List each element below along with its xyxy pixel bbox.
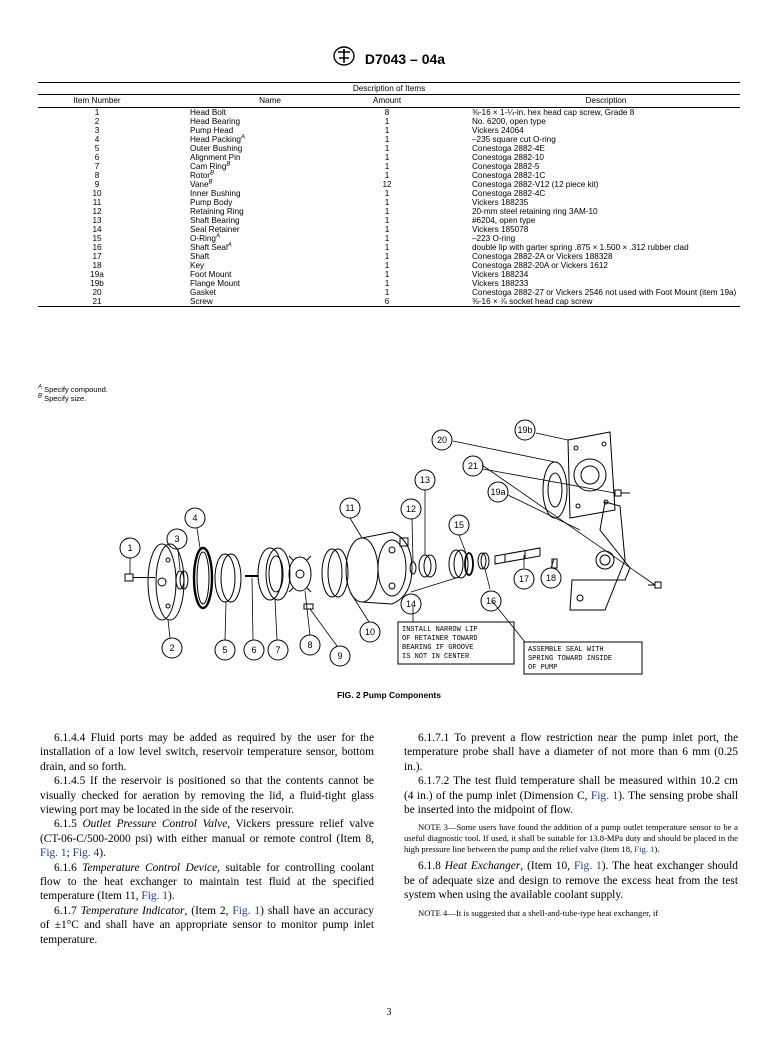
callout-20 <box>432 430 452 450</box>
callout-2 <box>162 638 182 658</box>
cell-description: double lip with garter spring .875 × 1.500 × .312 rubber clad <box>472 243 689 252</box>
cell-item-number: 4 <box>94 135 100 144</box>
note-end: ). <box>654 844 660 855</box>
note-3 <box>404 822 738 855</box>
callout-8 <box>300 635 320 655</box>
paragraph-end: ). The sensing probe shall be inserted into the midpoint of flow. <box>404 789 739 817</box>
cell-amount: 1 <box>384 153 390 162</box>
cell-description: Vickers 24064 <box>472 126 524 135</box>
paragraph-6-1-7 <box>40 904 374 947</box>
item-name: Key <box>190 261 205 270</box>
callout-1 <box>120 538 140 558</box>
item-name: Shaft Bearing <box>190 216 240 225</box>
cell-name <box>156 108 350 118</box>
svg-text:1: 1 <box>127 543 133 553</box>
cell-item-number: 21 <box>38 297 156 307</box>
cell-item-number: 16 <box>92 243 102 252</box>
pump-components-diagram <box>100 410 680 685</box>
callout-17 <box>514 569 534 589</box>
item-name: Inner Bushing <box>190 189 241 198</box>
section-title: Temperature Control Device <box>82 861 218 874</box>
paragraph-6-1-8 <box>404 859 738 902</box>
cell-description: Vickers 185078 <box>472 225 529 234</box>
cell-amount: 1 <box>384 234 390 243</box>
footnote-a-mark: A <box>38 384 43 391</box>
column-header-description: Description <box>424 95 740 108</box>
item-name: Pump Head <box>190 126 234 135</box>
cell-name <box>156 261 350 270</box>
callout-13 <box>415 470 435 490</box>
cell-amount: 1 <box>384 162 390 171</box>
item-name: Screw <box>190 297 213 306</box>
table-row <box>38 162 740 171</box>
item-name: Gasket <box>190 288 216 297</box>
section-title: Heat Exchanger <box>444 860 521 873</box>
cell-description: Conestoga 2882-V12 (12 piece kit) <box>472 180 599 189</box>
svg-text:8: 8 <box>307 640 313 650</box>
item-name: O-Ring <box>190 234 216 243</box>
cell-amount: 1 <box>384 288 390 297</box>
page-header <box>0 46 778 71</box>
cell-amount: 1 <box>384 252 390 261</box>
svg-text:21: 21 <box>467 461 479 471</box>
callout-12 <box>401 499 421 519</box>
item-name: Retaining Ring <box>190 207 244 216</box>
outer-bushing-drawing <box>215 554 241 602</box>
cell-description: Conestoga 2882-5 <box>472 162 540 171</box>
page-number: 3 <box>386 1007 392 1018</box>
paragraph-6-1-7-1: 6.1.7.1 To prevent a flow restriction near the pump inlet port, the temperature probe shall have a diameter of not more than 6 mm (0.25 in.). <box>404 732 738 773</box>
paragraph-end: ) shall have an accuracy of ±1°C and shall have an appropriate sensor to monitor pump inlet temperature. <box>40 904 374 946</box>
cell-amount: 1 <box>384 216 390 225</box>
svg-text:13: 13 <box>419 475 431 485</box>
table-row <box>38 225 740 234</box>
svg-text:14: 14 <box>405 599 417 609</box>
section-number: 6.1.7 <box>54 904 77 917</box>
paragraph-text: , suitable for controlling coolant flow to the heat exchanger to maintain test fluid at the specified temperature (Item 11, <box>40 861 374 903</box>
cell-amount: 1 <box>384 225 390 234</box>
table-row <box>38 135 740 144</box>
callout-4 <box>185 508 205 528</box>
item-name: Head Bearing <box>190 117 241 126</box>
footnote-mark: B <box>208 179 213 186</box>
cell-name <box>156 144 350 153</box>
cell-description: Conestoga 2882-27 or Vickers 2546 not used with Foot Mount (item 19a) <box>472 288 737 297</box>
shaft-seal-drawing <box>478 553 489 569</box>
section-number: 6.1.8 <box>418 860 441 873</box>
cell-description: –223 O-ring <box>472 234 516 243</box>
paragraph-end: ). <box>168 890 175 903</box>
table-row <box>38 270 740 279</box>
left-column <box>40 731 374 947</box>
footnote-mark: A <box>227 242 232 249</box>
cell-item-number: 6 <box>94 153 100 162</box>
table-row <box>38 198 740 207</box>
svg-text:19a: 19a <box>490 487 506 497</box>
table-row <box>38 216 740 225</box>
footnote-mark: A <box>215 233 220 240</box>
paragraph-text: 6.1.7.2 The test fluid temperature shall be measured within 10.2 cm (4 in.) of the pump inlet (Dimension C, <box>404 775 738 802</box>
cell-item-number: 13 <box>92 216 102 225</box>
cell-amount: 1 <box>384 198 390 207</box>
cell-description: Vickers 188233 <box>472 279 529 288</box>
paragraph-6-1-5 <box>40 817 374 860</box>
callout-21 <box>463 456 483 476</box>
item-name: Alignment Pin <box>190 153 241 162</box>
cell-name <box>156 252 350 261</box>
cell-item-number: 19a <box>90 270 104 279</box>
svg-text:19b: 19b <box>517 425 533 435</box>
figure-caption: FIG. 2 Pump Components <box>337 690 441 700</box>
cell-item-number: 18 <box>92 261 102 270</box>
callout-19b <box>515 420 535 440</box>
callout-19a <box>488 482 508 502</box>
note-16-line-1: ASSEMBLE SEAL WITH <box>528 646 604 654</box>
callout-15 <box>449 515 469 535</box>
cell-amount: 1 <box>384 270 390 279</box>
cell-description: ⅜-16 × ⅞ socket head cap screw <box>424 297 740 307</box>
callout-18 <box>541 568 561 588</box>
svg-text:11: 11 <box>345 503 355 513</box>
note-14-line-2: OF RETAINER TOWARD <box>402 635 478 643</box>
column-header-item-number: Item Number <box>38 95 156 108</box>
callout-9 <box>330 646 350 666</box>
callout-7 <box>268 640 288 660</box>
section-title: Temperature Indicator <box>80 904 185 917</box>
note-16-line-2: SPRING TOWARD INSIDE <box>528 655 613 663</box>
cell-name <box>156 153 350 162</box>
note-14-line-3: BEARING IF GROOVE <box>402 644 474 652</box>
svg-text:9: 9 <box>337 651 343 661</box>
cell-amount: 1 <box>384 207 390 216</box>
svg-text:3: 3 <box>174 534 180 544</box>
cell-description: –235 square cut O-ring <box>472 135 556 144</box>
paragraph-end: ). <box>99 847 106 860</box>
shaft-drawing <box>495 548 540 564</box>
cell-description: Conestoga 2882-4E <box>472 144 545 153</box>
cell-name <box>156 117 350 126</box>
document-code: D7043 – 04a <box>364 50 446 67</box>
paragraph-text: , (Item 10, <box>520 860 574 873</box>
table-row <box>38 153 740 162</box>
head-bearing-drawing <box>176 571 188 589</box>
item-name: Seal Retainer <box>190 225 240 234</box>
shaft-bearing-drawing <box>419 555 436 577</box>
cell-item-number: 1 <box>94 108 100 117</box>
cell-name <box>156 135 350 144</box>
item-name: Cam Ring <box>190 162 227 171</box>
cell-amount: 1 <box>384 135 390 144</box>
item-name: Foot Mount <box>190 270 232 279</box>
column-header-name: Name <box>156 95 350 108</box>
item-name: Pump Body <box>190 198 233 207</box>
paragraph-6-1-4-5: 6.1.4.5 If the reservoir is positioned so that the contents cannot be visually checked for aeration by removing the lid, a fluid-tight glass viewing port may be located in the side of the reservoir. <box>40 775 374 817</box>
cell-description: Vickers 188235 <box>472 198 529 207</box>
table-row <box>38 180 740 189</box>
cell-amount: 1 <box>384 126 390 135</box>
cell-item-number: 3 <box>94 126 100 135</box>
paragraph-text: , Vickers pressure relief valve (CT-06-C/500-2000 psi) with either manual or remote control (Item 8, <box>40 818 374 845</box>
cell-name <box>156 270 350 279</box>
separator: ; <box>66 847 73 860</box>
retaining-ring-drawing <box>410 562 416 574</box>
table-row <box>38 234 740 243</box>
table-row <box>38 117 740 126</box>
paragraph-text: , (Item 2, <box>184 904 233 917</box>
cell-name <box>156 234 350 243</box>
footnote-b-text: Specify size. <box>44 394 87 403</box>
paragraph-6-1-7-2 <box>404 774 738 817</box>
callout-3 <box>167 529 187 549</box>
rotor-drawing <box>289 556 311 592</box>
cell-description: 20-mm steel retaining ring 3AM-10 <box>472 207 598 216</box>
footnote-b-mark: B <box>38 393 43 400</box>
svg-text:2: 2 <box>169 643 175 653</box>
cell-description: Vickers 188234 <box>472 270 529 279</box>
svg-text:20: 20 <box>436 435 448 445</box>
table-footnotes <box>38 385 108 403</box>
cell-name <box>156 279 350 288</box>
cell-name <box>156 189 350 198</box>
cam-ring-drawing <box>258 548 290 600</box>
note-text: —It is suggested that a shell-and-tube-type heat exchanger, if <box>447 907 659 918</box>
cell-item-number: 20 <box>92 288 102 297</box>
item-name: Head Packing <box>190 135 241 144</box>
cell-amount: 1 <box>384 171 390 180</box>
callout-16 <box>481 591 501 611</box>
callout-14 <box>401 594 421 614</box>
cell-item-number: 10 <box>92 189 102 198</box>
table-row <box>38 279 740 288</box>
footnote-mark: B <box>210 170 215 177</box>
svg-text:17: 17 <box>518 574 530 584</box>
item-name: Shaft <box>190 252 210 261</box>
svg-text:15: 15 <box>453 520 465 530</box>
svg-text:12: 12 <box>405 504 417 514</box>
cell-item-number: 15 <box>92 234 102 243</box>
cell-description: Conestoga 2882-1C <box>472 171 546 180</box>
flange-mount-drawing <box>568 432 615 518</box>
callout-10 <box>360 622 380 642</box>
table-row <box>38 288 740 297</box>
item-name: Outer Bushing <box>190 144 243 153</box>
cell-name <box>156 162 350 171</box>
fig-1-link[interactable]: Fig. 1 <box>232 904 261 917</box>
table-header-row <box>38 95 740 108</box>
cell-amount: 12 <box>382 180 392 189</box>
table-row <box>38 144 740 153</box>
cell-description: Conestoga 2882-4C <box>472 189 546 198</box>
cell-item-number: 9 <box>94 180 100 189</box>
cell-item-number: 19b <box>90 279 104 288</box>
cell-description: #6204, open type <box>472 216 536 225</box>
table-row <box>38 243 740 252</box>
note-16-line-3: OF PUMP <box>528 664 558 672</box>
items-table <box>38 82 740 307</box>
svg-text:5: 5 <box>222 645 228 655</box>
foot-mount-drawing <box>570 502 630 610</box>
cell-item-number: 7 <box>94 162 100 171</box>
svg-text:10: 10 <box>364 627 376 637</box>
section-number: 6.1.5 <box>54 818 77 831</box>
cell-name <box>156 288 350 297</box>
o-ring-drawing <box>465 553 473 575</box>
footnote-a <box>38 385 108 394</box>
pump-body-drawing <box>346 532 412 604</box>
table-row <box>38 261 740 270</box>
cell-amount: 8 <box>384 108 390 117</box>
cell-item-number: 12 <box>92 207 102 216</box>
vane-drawing <box>304 604 313 609</box>
note-text: —Some users have found the addition of a pump outlet temperature sensor to be a useful diagnostic tool. If used, it shall be suitable for 13.8-MPa duty and should be placed in the high pressure line between the pump and the relief valve (Item 18, <box>404 822 738 855</box>
item-name: Vane <box>190 180 209 189</box>
footnote-b <box>38 394 108 403</box>
fig-4-link[interactable]: Fig. 4 <box>72 847 100 860</box>
head-packing-drawing <box>194 548 212 608</box>
cell-amount: 1 <box>384 243 390 252</box>
table-caption: Description of Items <box>38 82 740 95</box>
paragraph-6-1-6 <box>40 861 374 904</box>
cell-name <box>156 243 350 252</box>
paragraph-end: ). The heat exchanger should be of adequate size and design to remove the excess heat from the test system when using the available coolant supply. <box>404 860 738 902</box>
footnote-a-text: Specify compound. <box>44 385 108 394</box>
cell-amount: 6 <box>350 297 424 307</box>
cell-item-number: 11 <box>92 198 102 207</box>
table-row <box>38 252 740 261</box>
cell-item-number: 5 <box>94 144 100 153</box>
right-column <box>404 731 738 923</box>
svg-text:4: 4 <box>192 513 198 523</box>
cell-name <box>156 180 350 189</box>
column-header-amount: Amount <box>350 95 424 108</box>
table-row <box>38 171 740 180</box>
note-14-line-4: IS NOT IN CENTER <box>402 653 470 661</box>
item-name: Shaft Seal <box>190 243 228 252</box>
fig-1-link[interactable]: Fig. 1 <box>574 860 602 873</box>
table-row <box>38 297 740 307</box>
head-bolt-drawing <box>125 574 155 581</box>
cell-name <box>156 216 350 225</box>
cell-item-number: 17 <box>92 252 102 261</box>
note-14-line-1: INSTALL NARROW LIP <box>402 626 478 634</box>
cell-name <box>156 198 350 207</box>
section-title: Outlet Pressure Control Valve <box>82 818 228 831</box>
cell-description: No. 6200, open type <box>472 117 546 126</box>
svg-text:6: 6 <box>251 645 257 655</box>
fig-1-link[interactable]: Fig. 1 <box>634 844 655 855</box>
cell-name <box>156 207 350 216</box>
cell-name <box>156 171 350 180</box>
cell-name <box>156 225 350 234</box>
fig-1-link[interactable]: Fig. 1 <box>40 847 67 860</box>
note-4 <box>404 908 738 919</box>
cell-amount: 1 <box>384 117 390 126</box>
cell-description: Conestoga 2882-2A or Vickers 188328 <box>472 252 613 261</box>
item-name: Head Bolt <box>190 108 226 117</box>
cell-amount: 1 <box>384 279 390 288</box>
cell-description: Conestoga 2882-10 <box>472 153 544 162</box>
cell-name <box>156 126 350 135</box>
item-name: Flange Mount <box>190 279 241 288</box>
cell-description: Conestoga 2882-20A or Vickers 1612 <box>472 261 608 270</box>
fig-1-link[interactable]: Fig. 1 <box>590 789 619 802</box>
cell-amount: 1 <box>384 261 390 270</box>
table-row <box>38 207 740 216</box>
cell-item-number: 14 <box>92 225 102 234</box>
note-label: NOTE 4 <box>418 907 448 918</box>
paragraph-6-1-4-4: 6.1.4.4 Fluid ports may be added as required by the user for the installation of a low level switch, reservoir temperature sensor, bottom drain, and so forth. <box>40 732 374 773</box>
cell-description: ⅜-16 × 1-¼-in. hex head cap screw, Grade 8 <box>472 108 635 117</box>
cell-amount: 1 <box>384 144 390 153</box>
table-row <box>38 108 740 118</box>
leader-lines <box>130 433 655 646</box>
table-row <box>38 189 740 198</box>
svg-text:16: 16 <box>485 596 497 606</box>
svg-text:18: 18 <box>545 573 557 583</box>
cell-item-number: 8 <box>94 171 100 180</box>
callout-6 <box>244 640 264 660</box>
inner-bushing-drawing <box>322 549 348 597</box>
section-number: 6.1.6 <box>54 861 77 874</box>
note-label: NOTE 3 <box>418 822 448 833</box>
cell-item-number: 2 <box>94 117 100 126</box>
astm-logo-icon <box>333 46 355 71</box>
cell-name <box>156 297 350 307</box>
item-name: Rotor <box>190 171 211 180</box>
table-row <box>38 126 740 135</box>
cell-amount: 1 <box>384 189 390 198</box>
footnote-mark: B <box>226 161 231 168</box>
callout-5 <box>215 640 235 660</box>
svg-text:7: 7 <box>275 645 281 655</box>
callout-11 <box>340 498 360 518</box>
footnote-mark: A <box>240 134 245 141</box>
fig-1-link[interactable]: Fig. 1 <box>141 890 169 903</box>
